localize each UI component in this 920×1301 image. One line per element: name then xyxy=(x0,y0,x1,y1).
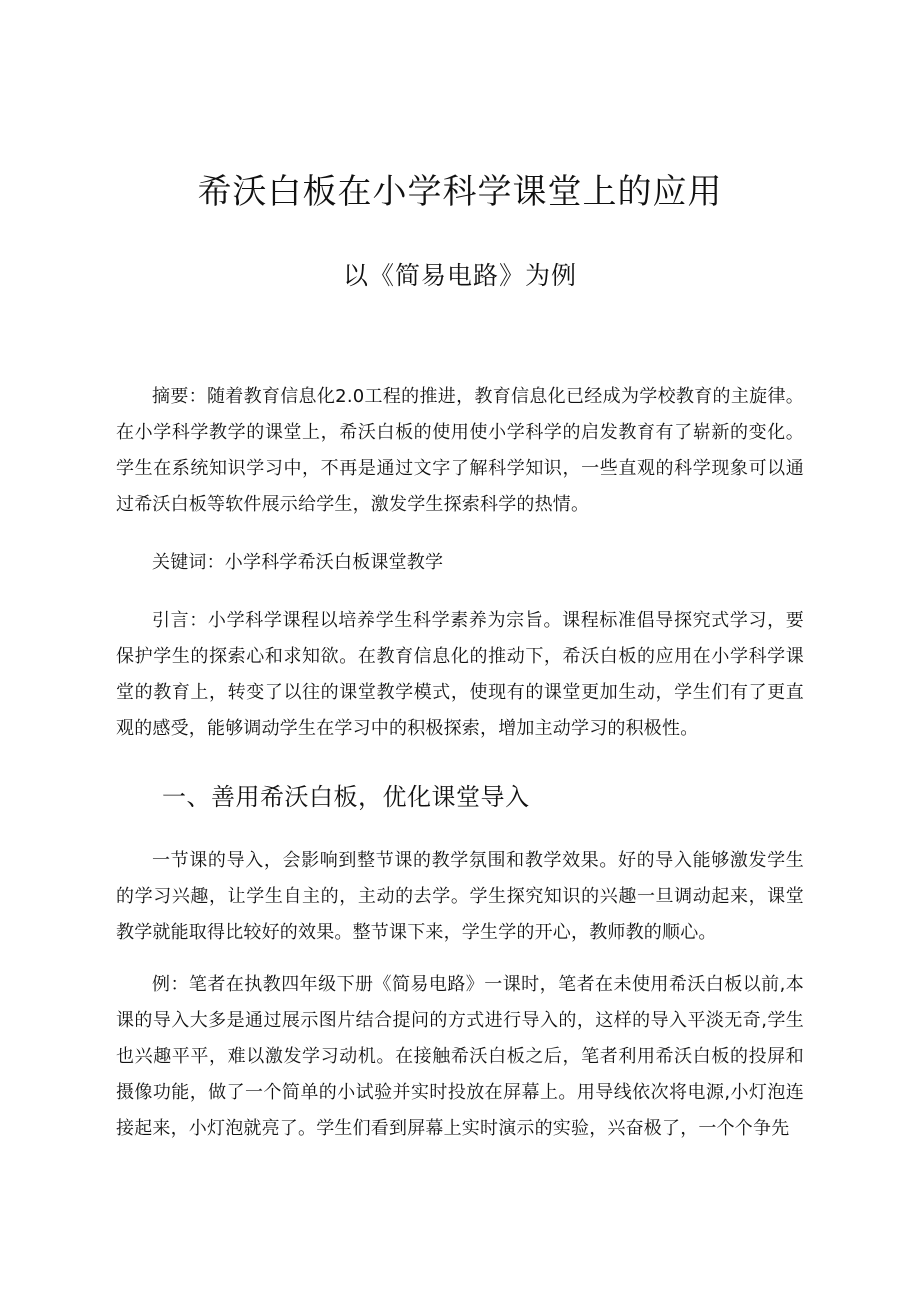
document-subtitle: 以《简易电路》为例 xyxy=(342,261,577,290)
introduction-paragraph: 引言：小学科学课程以培养学生科学素养为宗旨。课程标准倡导探究式学习，要保护学生的探索心和求知欲。在教育信息化的推动下，希沃白板的应用在小学科学课堂的教育上，转变了以往的课堂教学模式，使现有的课堂更加生动，学生们有了更直观的感受，能够调动学生在学习中的积极探索，增加主动学习的积极性。 xyxy=(116,610,804,739)
abstract-paragraph: 摘要：随着教育信息化2.0工程的推进，教育信息化已经成为学校教育的主旋律。在小学科学教学的课堂上，希沃白板的使用使小学科学的启发教育有了崭新的变化。学生在系统知识学习中，不再是通过文字了解科学知识，一些直观的科学现象可以通过希沃白板等软件展示给学生，激发学生探索科学的热情。 xyxy=(116,386,804,515)
document-title: 希沃白板在小学科学课堂上的应用 xyxy=(197,172,723,212)
section-paragraph: 例：笔者在执教四年级下册《简易电路》一课时，笔者在未使用希沃白板以前,本课的导入大多是通过展示图片结合提问的方式进行导入的，这样的导入平淡无奇,学生也兴趣平平，难以激发学习动机。在接触希沃白板之后，笔者利用希沃白板的投屏和摄像功能，做了一个简单的小试验并实时投放在屏幕上。用导线依次将电源,小灯泡连接起来，小灯泡就亮了。学生们看到屏幕上实时演示的实验，兴奋极了，一个个争先 xyxy=(116,974,804,1139)
section-heading: 一、善用希沃白板，优化课堂导入 xyxy=(162,783,530,811)
keywords-paragraph: 关键词：小学科学希沃白板课堂教学 xyxy=(152,552,444,573)
section-paragraph: 一节课的导入，会影响到整节课的教学氛围和教学效果。好的导入能够激发学生的学习兴趣，让学生自主的，主动的去学。学生探究知识的兴趣一旦调动起来，课堂教学就能取得比较好的效果。整节课下来，学生学的开心，教师教的顺心。 xyxy=(116,850,804,943)
